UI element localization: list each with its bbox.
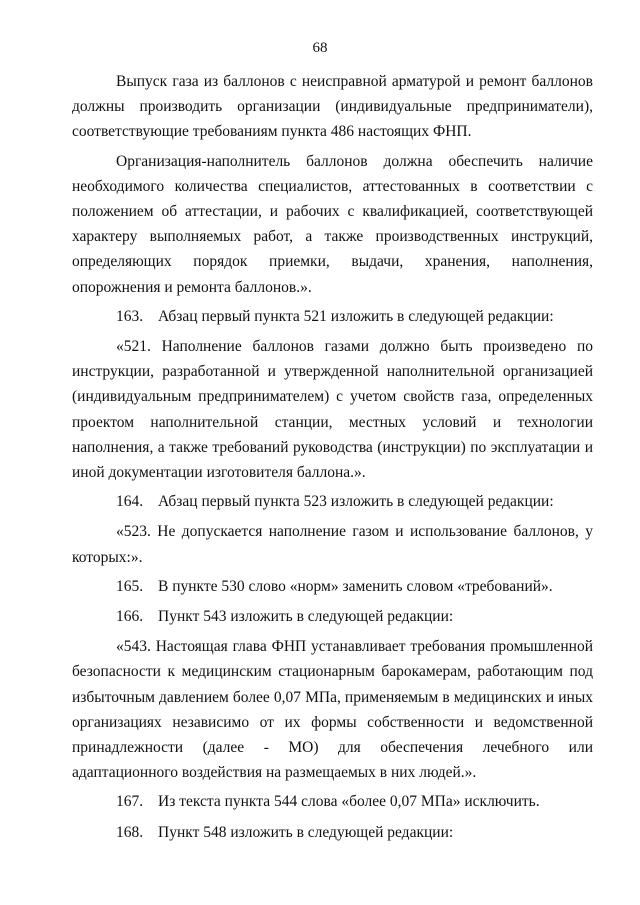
item-number: 164. xyxy=(116,493,144,511)
item-number: 167. xyxy=(116,793,144,811)
item-text: В пункте 530 слово «норм» заменить словом «требований». xyxy=(158,577,553,595)
paragraph-filling-organization: Организация-наполнитель баллонов должна обеспечить наличие необходимого количества специалистов, аттестованных в соответствии с положением об аттестации, и рабочих с квалификацией, соответствующей характеру выполняемых работ, а также производственных инструкций, определяющих порядок приемки, выдачи, хранения, наполнения, опорожнения и ремонта баллонов.». xyxy=(72,152,593,296)
paragraph-clause-521: «521. Наполнение баллонов газами должно быть произведено по инструкции, разработанной и утвержденной наполнительной организацией (индивидуальным предпринимателем) с учетом свойств газа, определенных проектом наполнительной станции, местных условий и технологии наполнения, а также требований руководства (инструкции) по эксплуатации и иной документации изготовителя баллона.». xyxy=(72,338,593,482)
item-text: Пункт 543 изложить в следующей редакции: xyxy=(158,608,454,626)
paragraph-gas-release: Выпуск газа из баллонов с неисправной арматурой и ремонт баллонов должны производить организации (индивидуальные предприниматели), соответствующие требованиям пункта 486 настоящих ФНП. xyxy=(72,73,593,141)
list-item-167 xyxy=(72,789,593,814)
item-number: 163. xyxy=(116,307,144,325)
list-item-163 xyxy=(72,304,593,329)
item-text: Абзац первый пункта 521 изложить в следующей редакции: xyxy=(158,307,554,325)
page-number: 68 xyxy=(312,40,328,56)
list-item-165 xyxy=(72,574,593,599)
list-item-168 xyxy=(72,820,593,845)
item-text: Из текста пункта 544 слова «более 0,07 МПа» исключить. xyxy=(158,793,540,811)
paragraph-clause-543: «543. Настоящая глава ФНП устанавливает требования промышленной безопасности к медицинским стационарным барокамерам, работающим под избыточным давлением более 0,07 МПа, применяемым в медицинских и иных организациях независимо от их формы собственности и ведомственной принадлежности (далее - МО) для обеспечения лечебного или адаптационного воздействия на размещаемых в них людей.». xyxy=(72,638,593,782)
item-number: 165. xyxy=(116,577,144,595)
list-item-166 xyxy=(72,604,593,629)
paragraph-clause-523: «523. Не допускается наполнение газом и использование баллонов, у которых:». xyxy=(72,523,593,566)
document-body xyxy=(72,69,593,850)
item-text: Абзац первый пункта 523 изложить в следующей редакции: xyxy=(158,493,554,511)
list-item-164 xyxy=(72,489,593,514)
item-text: Пункт 548 изложить в следующей редакции: xyxy=(158,823,454,841)
item-number: 168. xyxy=(116,823,144,841)
item-number: 166. xyxy=(116,608,144,626)
